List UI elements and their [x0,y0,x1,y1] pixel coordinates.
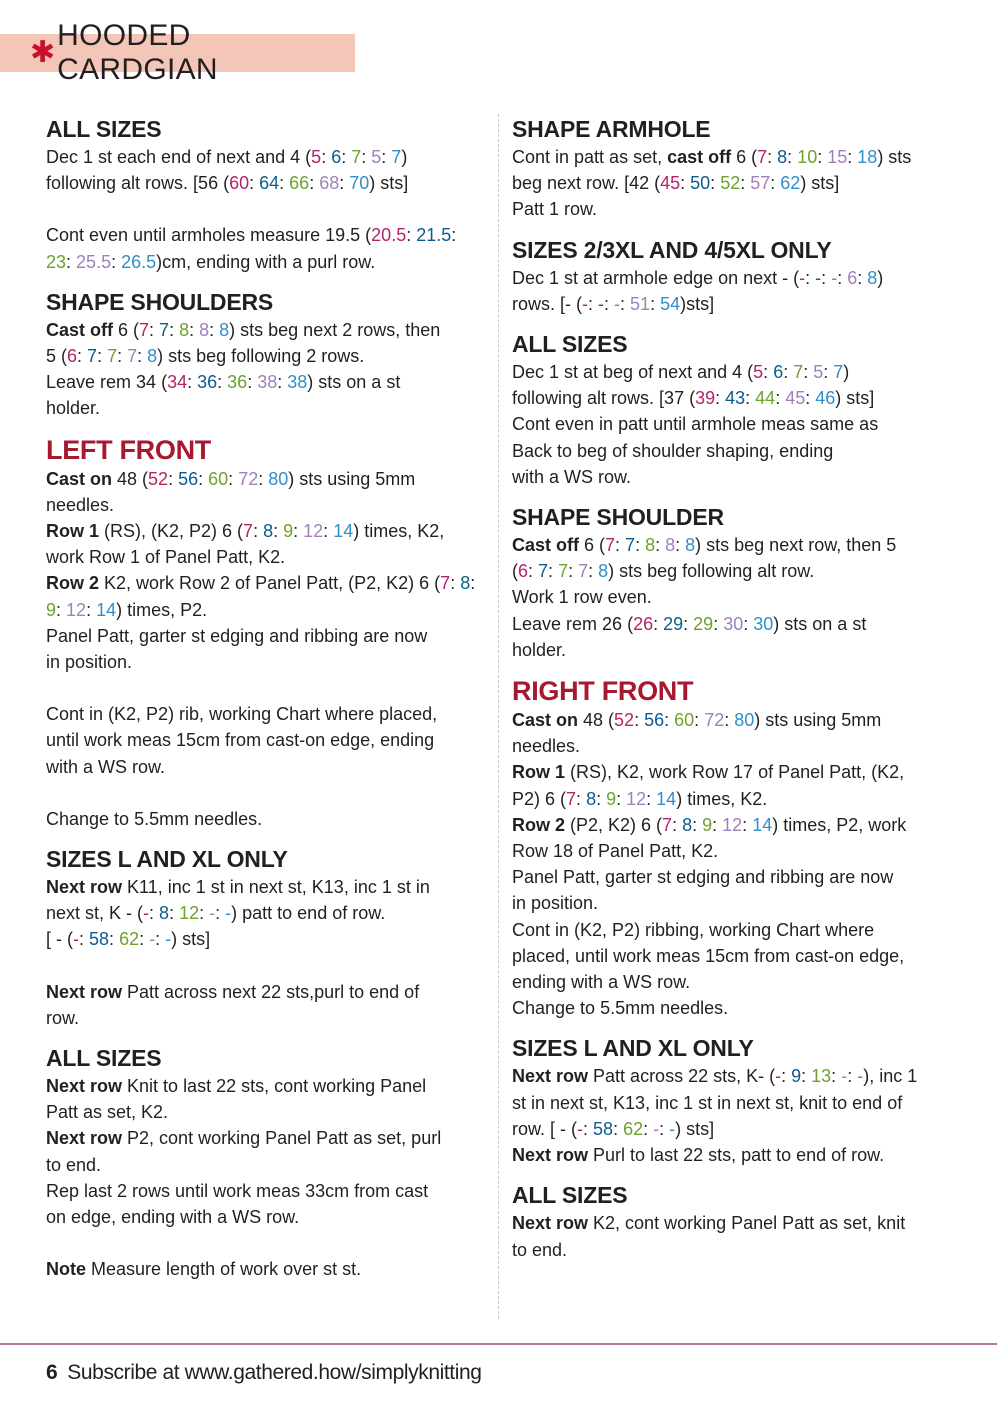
left-front-section [46,434,486,832]
size-value: 7 [793,362,804,383]
section-heading: SIZES L AND XL ONLY [46,846,288,873]
instruction-text: following alt rows. [56 (60: 64: 66: 68: 70) sts] [46,173,409,194]
size-value: 52 [614,710,635,731]
instruction-text: row. [46,1007,80,1028]
size-value: 8 [586,788,597,809]
size-value: 80 [734,710,755,731]
size-value: 52 [148,468,169,489]
size-value: 8 [685,535,696,556]
size-values: 34: 36: 36: 38: 38 [167,372,308,393]
size-value: 7 [605,535,616,556]
instruction-text: Dec 1 st each end of next and 4 (5: 6: 7: 5: 7) [46,147,408,167]
size-value: 30 [723,613,744,634]
size-values: 60: 64: 66: 68: 70 [229,173,370,194]
size-value: - [165,929,172,950]
size-value: 5 [371,147,382,167]
instruction-text: Panel Patt, garter st edging and ribbing are now [512,867,894,888]
size-value: 7 [139,319,150,340]
size-value: 8 [159,903,170,924]
section-heading: ALL SIZES [46,1045,162,1072]
size-value: 46 [815,388,836,409]
all-sizes-section [46,114,486,275]
size-value: 50 [690,173,711,194]
size-value: 36 [227,372,248,393]
size-value: 7 [107,346,118,367]
size-value: 5 [813,362,824,383]
size-value: - [857,1066,864,1087]
size-value: 29 [693,613,714,634]
size-value: 8 [179,319,190,340]
size-value: 14 [656,788,677,809]
piece-heading: RIGHT FRONT [512,676,694,707]
size-value: 54 [660,293,681,314]
instruction-text: holder. [512,639,567,660]
size-value: 9 [702,814,713,835]
size-values: -: 8: 12: -: - [143,903,232,924]
size-value: 8 [645,535,656,556]
piece-heading: LEFT FRONT [46,434,211,465]
size-values: 7: 7: 8: 8: 8 [139,319,230,340]
instruction-text: rows. [- (-: -: -: 51: 54)sts] [512,293,715,314]
instruction-text: ending with a WS row. [512,972,691,993]
size-value: 10 [797,147,818,167]
instruction-text: until work meas 15cm from cast-on edge, ending [46,730,435,751]
size-value: 34 [167,372,188,393]
size-value: 72 [238,468,259,489]
size-value: 7 [127,346,138,367]
size-values: 52: 56: 60: 72: 80 [614,710,755,731]
instruction-text: beg next row. [42 (45: 50: 52: 57: 62) sts] [512,173,840,194]
size-value: 14 [752,814,773,835]
instruction-text: Back to beg of shoulder shaping, ending [512,440,834,461]
page-number: 6 [46,1361,58,1384]
left-column [46,114,486,1283]
size-value: 62 [119,929,140,950]
size-values: 5: 6: 7: 5: 7 [311,147,402,167]
instruction-text: Next row Patt across next 22 sts,purl to end of [46,981,420,1002]
size-values: 45: 50: 52: 57: 62 [660,173,801,194]
size-value: - [73,929,79,950]
all-sizes-section [46,1043,486,1282]
size-values: 5: 6: 7: 5: 7 [753,362,844,383]
size-value: 8 [460,573,471,594]
size-value: 6 [847,267,858,288]
column-divider [498,114,499,1319]
instruction-text: Row 1 (RS), K2, work Row 17 of Panel Patt, (K2, [512,762,905,783]
instruction-text: work Row 1 of Panel Patt, K2. [46,547,286,568]
size-value: 45 [660,173,681,194]
page-footer [46,1361,482,1385]
size-value: 66 [289,173,310,194]
instruction-text: Dec 1 st at beg of next and 4 (5: 6: 7: 5: 7) [512,362,850,383]
sizes-2-3xl-section [512,235,952,317]
size-values: 39: 43: 44: 45: 46 [695,388,836,409]
size-value: 13 [811,1066,832,1087]
size-value: 20.5 [371,225,407,246]
size-values: 20.5: 21.5: 23: 25.5: 26.5 [46,225,457,272]
all-sizes-section [512,1180,952,1262]
instruction-text: Row 1 (RS), (K2, P2) 6 (7: 8: 9: 12: 14) times, K2, [46,521,445,542]
instruction-text: Cont in patt as set, cast off 6 (7: 8: 10: 15: 18) sts [512,147,912,167]
instruction-text: Cont in (K2, P2) ribbing, working Chart where [512,919,875,940]
shape-armhole-section [512,114,952,223]
size-value: 44 [755,388,776,409]
instruction-text: P2) 6 (7: 8: 9: 12: 14) times, K2. [512,788,768,809]
size-value: 36 [197,372,218,393]
size-value: 7 [757,147,768,167]
size-value: 18 [857,147,878,167]
instruction-text: Leave rem 34 (34: 36: 36: 38: 38) sts on a st [46,372,401,393]
instruction-text: following alt rows. [37 (39: 43: 44: 45: 46) sts] [512,388,875,409]
size-value: 72 [704,710,725,731]
size-value: 7 [440,573,451,594]
shape-shoulder-section [512,502,952,663]
size-value: 60 [208,468,229,489]
size-value: 21.5 [416,225,452,246]
size-value: 43 [725,388,746,409]
instruction-text: Patt as set, K2. [46,1102,169,1123]
size-value: 58 [593,1118,614,1139]
size-values: 6: 7: 7: 7: 8 [518,561,609,582]
size-values: 7: 7: 8: 8: 8 [605,535,696,556]
size-value: 9 [46,599,57,620]
size-value: 7 [87,346,98,367]
size-value: 8 [147,346,158,367]
instruction-text: (6: 7: 7: 7: 8) sts beg following alt row. [512,561,815,582]
size-value: 38 [257,372,278,393]
size-value: 25.5 [76,251,112,272]
size-value: - [841,1066,848,1087]
size-value: - [598,293,605,314]
size-value: 7 [625,535,636,556]
size-value: 60 [674,710,695,731]
size-values: -: -: -: 51: 54 [582,293,681,314]
instruction-text: needles. [512,736,581,757]
size-value: 64 [259,173,280,194]
size-value: 12 [179,903,200,924]
size-value: 68 [319,173,340,194]
size-value: 7 [833,362,844,383]
size-value: 12 [626,788,647,809]
size-value: 6 [518,561,529,582]
right-front-section [512,675,952,1021]
size-value: 6 [331,147,342,167]
instruction-text: with a WS row. [46,756,166,777]
instruction-text: Row 18 of Panel Patt, K2. [512,841,719,862]
size-values: 6: 7: 7: 7: 8 [67,346,158,367]
size-value: 15 [827,147,848,167]
size-value: 39 [695,388,716,409]
size-value: - [143,903,150,924]
size-value: 56 [178,468,199,489]
size-value: 7 [566,788,577,809]
section-heading: ALL SIZES [512,1182,628,1209]
sizes-l-xl-section [512,1033,952,1168]
section-heading: SHAPE ARMHOLE [512,116,711,142]
size-value: 7 [558,561,569,582]
size-value: 7 [578,561,589,582]
size-value: 8 [199,319,210,340]
instruction-text: Next row Knit to last 22 sts, cont working Panel [46,1076,427,1097]
size-value: 58 [89,929,110,950]
size-value: 8 [777,147,788,167]
size-values: -: -: -: 6: 8 [799,267,878,288]
size-values: -: 58: 62: -: - [577,1118,676,1139]
instruction-text: Row 2 K2, work Row 2 of Panel Patt, (P2, K2) 6 (7: 8: 9: 12: 14) times, P2. [46,573,476,620]
size-value: 7 [391,147,402,167]
instruction-text: in position. [46,652,133,673]
size-value: 14 [96,599,117,620]
instruction-text: Cast off 6 (7: 7: 8: 8: 8) sts beg next row, then 5 [512,535,897,556]
instruction-text: Work 1 row even. [512,587,652,608]
size-value: - [582,293,588,314]
size-value: 70 [349,173,370,194]
size-value: - [799,267,806,288]
size-value: 62 [623,1118,644,1139]
size-value: 51 [630,293,651,314]
subscribe-link[interactable]: Subscribe at www.gathered.how/simplyknitting [67,1361,482,1384]
section-heading: ALL SIZES [512,331,628,358]
size-value: 14 [333,521,354,542]
size-values: 7: 8: 9: 12: 14 [566,788,677,809]
size-value: - [653,1118,660,1139]
size-value: 29 [663,613,684,634]
instruction-text: Panel Patt, garter st edging and ribbing are now [46,625,428,646]
instruction-text: Leave rem 26 (26: 29: 29: 30: 30) sts on a st [512,613,867,634]
instruction-text: holder. [46,398,101,419]
instruction-text: to end. [46,1154,102,1175]
size-value: 7 [159,319,170,340]
right-column [512,114,952,1263]
size-value: 8 [219,319,230,340]
instruction-text: Cont even in patt until armhole meas same as [512,414,879,435]
instruction-text: [ - (-: 58: 62: -: -) sts] [46,929,211,950]
size-value: 8 [682,814,693,835]
size-value: 9 [791,1066,802,1087]
size-value: 38 [287,372,308,393]
size-values: -: 9: 13: -: - [775,1066,864,1087]
size-values: 7: 8: 9: 12: 14 [46,573,476,620]
instruction-text: Change to 5.5mm needles. [46,808,263,829]
asterisk-icon: ✱ [30,36,56,69]
size-values: 7: 8: 9: 12: 14 [243,521,354,542]
size-value: 23 [46,251,67,272]
instruction-text: Cast off 6 (7: 7: 8: 8: 8) sts beg next 2 rows, then [46,319,441,340]
size-value: 8 [598,561,609,582]
size-value: 7 [662,814,673,835]
section-heading: SIZES L AND XL ONLY [512,1035,754,1062]
size-value: 8 [867,267,878,288]
size-value: 9 [283,521,294,542]
section-heading: SHAPE SHOULDER [512,504,724,531]
size-value: 12 [66,599,87,620]
instruction-text: Next row Patt across 22 sts, K- (-: 9: 13: -: -), inc 1 [512,1066,918,1087]
instruction-text: row. [ - (-: 58: 62: -: -) sts] [512,1118,715,1139]
instruction-text: 5 (6: 7: 7: 7: 8) sts beg following 2 rows. [46,346,365,367]
size-value: 7 [243,521,254,542]
instruction-text: st in next st, K13, inc 1 st in next st, knit to end of [512,1092,903,1113]
size-value: 26.5 [121,251,157,272]
size-value: 5 [311,147,322,167]
pattern-title: HOODED CARDGIAN [57,19,218,86]
size-value: 52 [720,173,741,194]
size-value: 30 [753,613,774,634]
shape-shoulders-section [46,287,486,422]
instruction-text: Row 2 (P2, K2) 6 (7: 8: 9: 12: 14) times, P2, work [512,814,907,835]
size-value: 9 [606,788,617,809]
instruction-text: Next row Purl to last 22 sts, patt to end of row. [512,1145,885,1166]
size-value: 7 [351,147,362,167]
all-sizes-section [512,329,952,490]
size-value: - [775,1066,782,1087]
instruction-text: needles. [46,494,115,515]
size-values: -: 58: 62: -: - [73,929,172,950]
section-header [0,19,355,86]
instruction-text: Change to 5.5mm needles. [512,998,729,1019]
instruction-text: to end. [512,1239,568,1260]
section-heading: SIZES 2/3XL AND 4/5XL ONLY [512,236,832,263]
instruction-text: Cont even until armholes measure 19.5 (20.5: 21.5: 23: 25.5: 26.5)cm, ending with a purl row. [46,225,457,272]
sizes-l-xl-section [46,844,486,1031]
size-value: 7 [538,561,549,582]
size-value: - [614,293,621,314]
size-value: 6 [67,346,78,367]
size-values: 26: 29: 29: 30: 30 [633,613,774,634]
size-values: 52: 56: 60: 72: 80 [148,468,289,489]
instruction-text: Dec 1 st at armhole edge on next - (-: -: -: 6: 8) [512,267,884,288]
size-value: 60 [229,173,250,194]
size-value: - [815,267,822,288]
size-value: - [577,1118,584,1139]
section-heading: ALL SIZES [46,116,162,142]
size-value: 6 [773,362,784,383]
size-value: 5 [753,362,764,383]
instruction-text: Patt 1 row. [512,199,598,220]
size-value: 12 [722,814,743,835]
size-value: - [149,929,156,950]
size-value: 57 [750,173,771,194]
instruction-text: in position. [512,893,599,914]
instruction-text: placed, until work meas 15cm from cast-on edge, [512,945,905,966]
size-value: - [669,1118,676,1139]
section-heading: SHAPE SHOULDERS [46,288,274,315]
instruction-text: next st, K - (-: 8: 12: -: -) patt to end of row. [46,903,386,924]
size-values: 7: 8: 9: 12: 14 [662,814,773,835]
size-value: 8 [665,535,676,556]
size-value: 12 [303,521,324,542]
instruction-text: Next row K2, cont working Panel Patt as set, knit [512,1213,906,1234]
size-values: 7: 8: 10: 15: 18 [757,147,878,167]
size-value: 80 [268,468,289,489]
instruction-text: Next row P2, cont working Panel Patt as set, purl [46,1128,442,1149]
instruction-text: on edge, ending with a WS row. [46,1207,300,1228]
instruction-text: Cont in (K2, P2) rib, working Chart where placed, [46,704,438,725]
size-value: - [831,267,838,288]
note-text: Note Measure length of work over st st. [46,1259,362,1280]
size-value: 45 [785,388,806,409]
size-value: 62 [780,173,801,194]
footer-rule [0,1343,997,1345]
size-value: - [225,903,232,924]
size-value: - [209,903,216,924]
instruction-text: with a WS row. [512,466,632,487]
instruction-text: Cast on 48 (52: 56: 60: 72: 80) sts using 5mm [46,468,416,489]
size-value: 26 [633,613,654,634]
size-value: 56 [644,710,665,731]
instruction-text: Next row K11, inc 1 st in next st, K13, inc 1 st in [46,877,430,898]
size-value: 8 [263,521,274,542]
instruction-text: Cast on 48 (52: 56: 60: 72: 80) sts using 5mm [512,710,882,731]
instruction-text: Rep last 2 rows until work meas 33cm from cast [46,1180,429,1201]
